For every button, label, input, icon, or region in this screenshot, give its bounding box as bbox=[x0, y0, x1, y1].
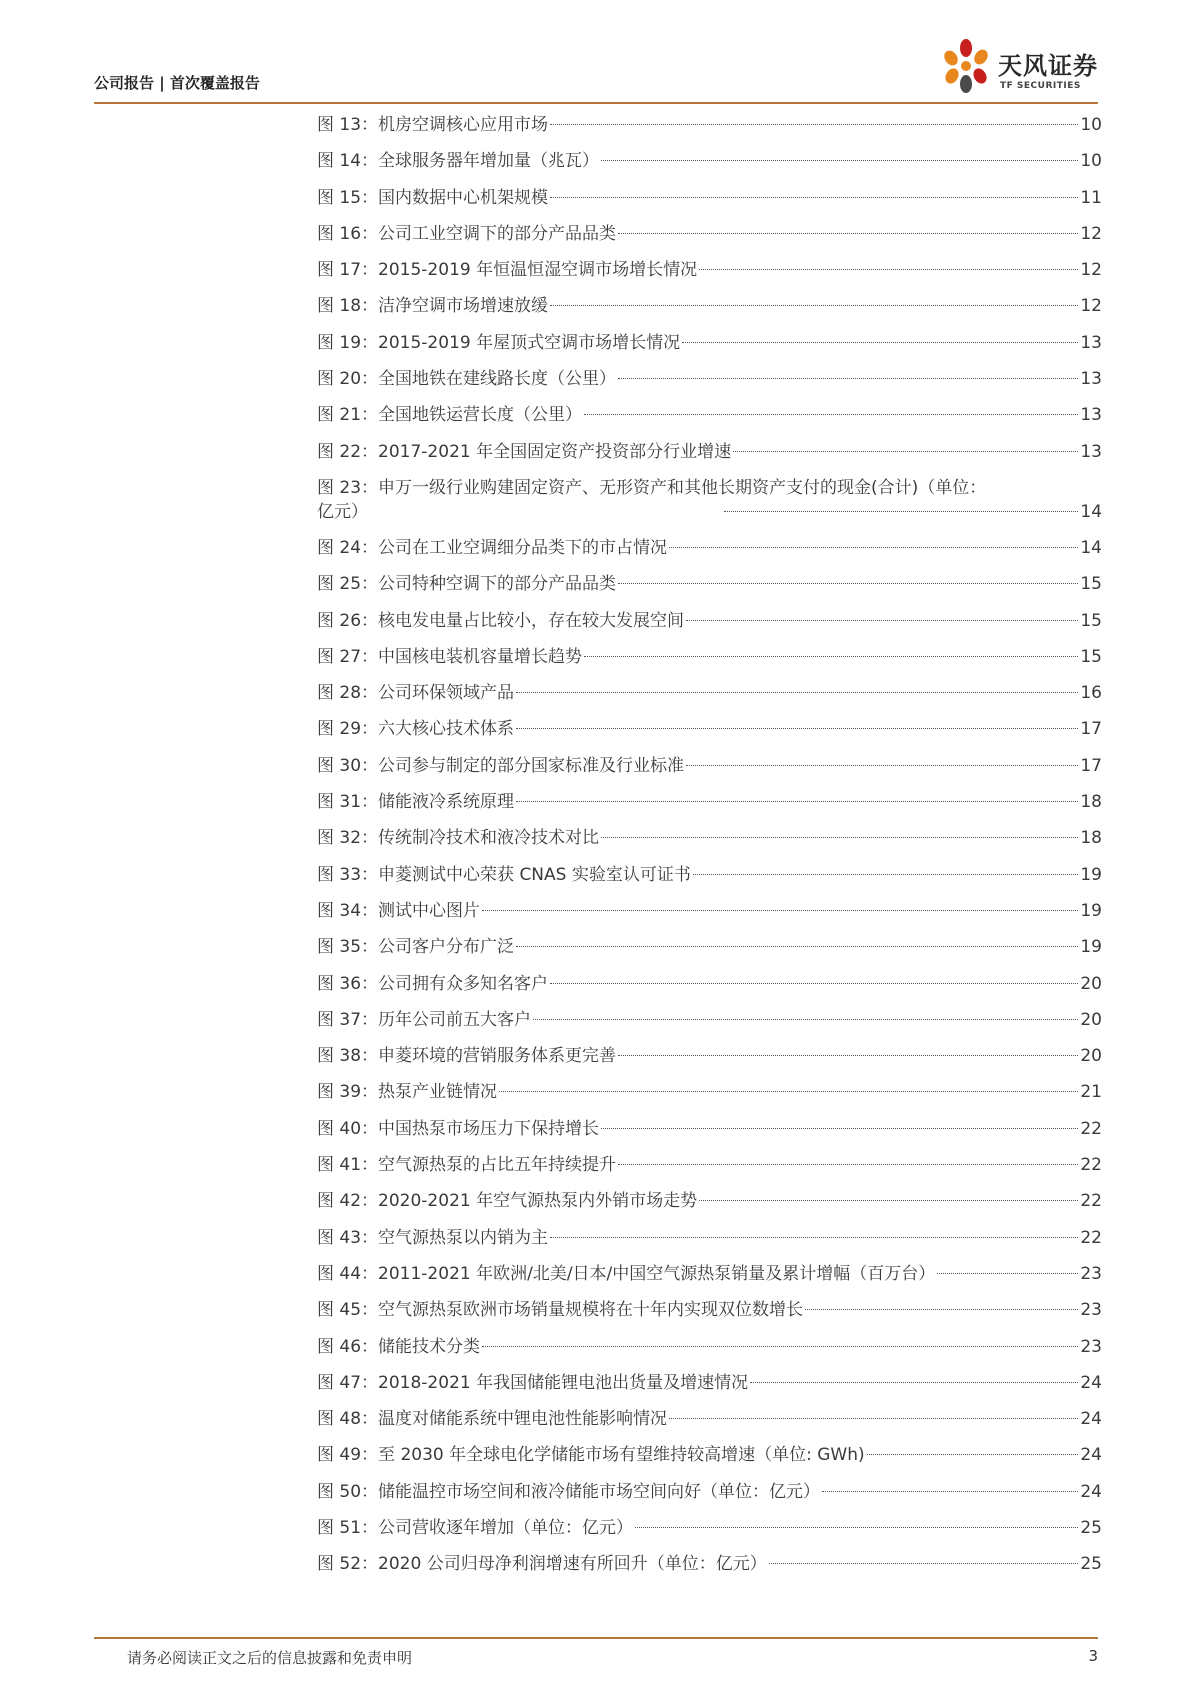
toc-leader-dots bbox=[733, 451, 1078, 452]
toc-entry-title: 图 49：至 2030 年全球电化学储能市场有望维持较高增速（单位: GWh) bbox=[317, 1445, 865, 1466]
toc-page-number: 22 bbox=[1080, 1118, 1102, 1139]
toc-page-number: 15 bbox=[1080, 610, 1102, 631]
toc-entry[interactable] bbox=[317, 1298, 1102, 1334]
toc-leader-dots bbox=[601, 160, 1078, 161]
toc-page-number: 24 bbox=[1080, 1481, 1102, 1502]
toc-entry-title: 图 36：公司拥有众多知名客户 bbox=[317, 973, 549, 994]
toc-leader-dots bbox=[550, 1237, 1078, 1238]
toc-entry-title: 图 13：机房空调核心应用市场 bbox=[317, 115, 549, 135]
toc-entry-title: 图 19：2015-2019 年屋顶式空调市场增长情况 bbox=[317, 332, 681, 353]
brand-name-cn: 天风证券 bbox=[998, 52, 1098, 80]
toc-leader-dots bbox=[618, 378, 1078, 379]
toc-entry-title: 图 43：空气源热泵以内销为主 bbox=[317, 1227, 549, 1248]
toc-leader-dots bbox=[724, 511, 1078, 512]
toc-leader-dots bbox=[937, 1273, 1078, 1274]
toc-leader-dots bbox=[769, 1563, 1079, 1564]
toc-entry[interactable] bbox=[317, 609, 1102, 645]
toc-entry-title: 图 33：申菱测试中心荣获 CNAS 实验室认可证书 bbox=[317, 864, 691, 885]
toc-entry[interactable] bbox=[317, 826, 1102, 862]
toc-entry-title: 图 28：公司环保领域产品 bbox=[317, 683, 515, 704]
toc-entry[interactable] bbox=[317, 113, 1102, 149]
toc-leader-dots bbox=[533, 1019, 1078, 1020]
toc-entry-title: 图 48：温度对储能系统中锂电池性能影响情况 bbox=[317, 1409, 668, 1430]
toc-entry[interactable] bbox=[317, 403, 1102, 439]
toc-entry-title: 图 44：2011-2021 年欧洲/北美/日本/中国空气源热泵销量及累计增幅（百万台） bbox=[317, 1263, 936, 1284]
toc-page-number: 17 bbox=[1080, 755, 1102, 776]
toc-entry-title: 图 42：2020-2021 年空气源热泵内外销市场走势 bbox=[317, 1191, 698, 1212]
toc-leader-dots bbox=[686, 765, 1078, 766]
toc-entry[interactable] bbox=[317, 1335, 1102, 1371]
toc-entry-title: 图 18：洁净空调市场增速放缓 bbox=[317, 296, 549, 317]
toc-page-number: 13 bbox=[1080, 405, 1102, 426]
toc-entry[interactable] bbox=[317, 1443, 1102, 1479]
toc-entry-title: 图 30：公司参与制定的部分国家标准及行业标准 bbox=[317, 755, 685, 776]
toc-page-number: 16 bbox=[1080, 683, 1102, 704]
toc-entry-title: 图 27：中国核电装机容量增长趋势 bbox=[317, 646, 583, 667]
toc-leader-dots bbox=[618, 583, 1078, 584]
toc-entry[interactable] bbox=[317, 1153, 1102, 1189]
toc-leader-dots bbox=[618, 1164, 1078, 1165]
toc-page-number: 13 bbox=[1080, 441, 1102, 462]
toc-entry[interactable] bbox=[317, 681, 1102, 717]
toc-page-number: 25 bbox=[1080, 1517, 1102, 1538]
toc-entry-title: 图 20：全国地铁在建线路长度（公里） bbox=[317, 369, 617, 390]
report-type-header: 公司报告 | 首次覆盖报告 bbox=[94, 74, 260, 92]
toc-page-number: 10 bbox=[1080, 151, 1102, 172]
toc-entry[interactable] bbox=[317, 790, 1102, 826]
footer-divider bbox=[94, 1637, 1098, 1639]
toc-entry[interactable] bbox=[317, 536, 1102, 572]
toc-entry[interactable] bbox=[317, 476, 1102, 536]
toc-entry-title: 图 51：公司营收逐年增加（单位：亿元） bbox=[317, 1517, 634, 1538]
toc-leader-dots bbox=[550, 983, 1078, 984]
toc-leader-dots bbox=[516, 801, 1078, 802]
brand-flower-icon bbox=[940, 38, 996, 98]
toc-page-number: 22 bbox=[1080, 1155, 1102, 1176]
toc-entry-title: 图 17：2015-2019 年恒温恒湿空调市场增长情况 bbox=[317, 260, 698, 281]
toc-page-number: 14 bbox=[1080, 501, 1103, 522]
toc-leader-dots bbox=[699, 1200, 1078, 1201]
toc-page-number: 20 bbox=[1080, 973, 1102, 994]
toc-entry[interactable] bbox=[317, 258, 1102, 294]
toc-entry-title: 图 41：空气源热泵的占比五年持续提升 bbox=[317, 1155, 617, 1176]
toc-leader-dots bbox=[550, 124, 1078, 125]
toc-leader-dots bbox=[550, 197, 1078, 198]
toc-page-number: 17 bbox=[1080, 719, 1102, 740]
toc-entry-title: 图 25：公司特种空调下的部分产品品类 bbox=[317, 574, 617, 595]
toc-entry-title: 图 32：传统制冷技术和液冷技术对比 bbox=[317, 828, 600, 849]
toc-leader-dots bbox=[601, 1128, 1078, 1129]
toc-entry[interactable] bbox=[317, 222, 1102, 258]
toc-entry-title: 图 31：储能液冷系统原理 bbox=[317, 792, 515, 813]
toc-entry-title: 图 14：全球服务器年增加量（兆瓦） bbox=[317, 151, 600, 172]
toc-page-number: 13 bbox=[1080, 332, 1102, 353]
toc-entry-title: 图 22：2017-2021 年全国固定资产投资部分行业增速 bbox=[317, 441, 732, 462]
toc-entry-title: 图 40：中国热泵市场压力下保持增长 bbox=[317, 1118, 600, 1139]
toc-leader-dots bbox=[686, 620, 1078, 621]
toc-leader-dots bbox=[499, 1091, 1078, 1092]
toc-page-number: 12 bbox=[1080, 260, 1102, 281]
toc-entry[interactable] bbox=[317, 1262, 1102, 1298]
toc-page-number: 15 bbox=[1080, 646, 1102, 667]
toc-leader-dots bbox=[482, 910, 1078, 911]
toc-entry[interactable] bbox=[317, 972, 1102, 1008]
toc-leader-dots bbox=[584, 414, 1078, 415]
toc-leader-dots bbox=[635, 1527, 1078, 1528]
toc-leader-dots bbox=[618, 233, 1078, 234]
toc-page-number: 23 bbox=[1080, 1336, 1102, 1357]
toc-entry-title: 图 23：申万一级行业购建固定资产、无形资产和其他长期资产支付的现金(合计)（单位： bbox=[317, 477, 987, 498]
toc-page-number: 15 bbox=[1080, 574, 1102, 595]
toc-entry-title: 图 15：国内数据中心机架规模 bbox=[317, 187, 549, 208]
toc-entry[interactable] bbox=[317, 863, 1102, 899]
toc-entry-title: 图 34：测试中心图片 bbox=[317, 900, 481, 921]
toc-entry-title: 图 45：空气源热泵欧洲市场销量规模将在十年内实现双位数增长 bbox=[317, 1300, 804, 1321]
toc-page-number: 13 bbox=[1080, 369, 1102, 390]
toc-page-number: 22 bbox=[1080, 1191, 1102, 1212]
toc-entry[interactable] bbox=[317, 1008, 1102, 1044]
toc-leader-dots bbox=[516, 728, 1078, 729]
toc-page-number: 23 bbox=[1080, 1300, 1102, 1321]
toc-leader-dots bbox=[682, 342, 1078, 343]
toc-leader-dots bbox=[618, 1055, 1078, 1056]
toc-entry-title: 图 39：热泵产业链情况 bbox=[317, 1082, 498, 1103]
toc-leader-dots bbox=[822, 1491, 1078, 1492]
toc-entry[interactable] bbox=[317, 1407, 1102, 1443]
toc-entry-title: 图 16：公司工业空调下的部分产品品类 bbox=[317, 223, 617, 244]
toc-leader-dots bbox=[693, 874, 1079, 875]
page-number: 3 bbox=[1088, 1647, 1098, 1665]
toc-entry[interactable] bbox=[317, 331, 1102, 367]
toc-entry-title: 图 24：公司在工业空调细分品类下的市占情况 bbox=[317, 537, 668, 558]
toc-entry[interactable] bbox=[317, 1044, 1102, 1080]
toc-entry-title: 图 26：核电发电量占比较小，存在较大发展空间 bbox=[317, 610, 685, 631]
toc-entry-title-continued: 亿元） bbox=[317, 501, 368, 522]
toc-page-number: 19 bbox=[1080, 900, 1102, 921]
toc-entry[interactable] bbox=[317, 1371, 1102, 1407]
toc-page-number: 19 bbox=[1080, 864, 1102, 885]
figure-index bbox=[317, 113, 1102, 1589]
toc-entry[interactable] bbox=[317, 935, 1102, 971]
toc-page-number: 24 bbox=[1080, 1372, 1102, 1393]
toc-entry-title: 图 29：六大核心技术体系 bbox=[317, 719, 515, 740]
toc-entry[interactable] bbox=[317, 717, 1102, 753]
toc-entry-title: 图 35：公司客户分布广泛 bbox=[317, 937, 515, 958]
toc-page-number: 24 bbox=[1080, 1409, 1102, 1430]
toc-leader-dots bbox=[750, 1382, 1078, 1383]
toc-page-number: 25 bbox=[1080, 1554, 1102, 1575]
toc-leader-dots bbox=[669, 547, 1078, 548]
toc-entry[interactable] bbox=[317, 1226, 1102, 1262]
toc-leader-dots bbox=[669, 1418, 1078, 1419]
toc-entry[interactable] bbox=[317, 1480, 1102, 1516]
toc-page-number: 11 bbox=[1080, 187, 1102, 208]
toc-entry[interactable] bbox=[317, 294, 1102, 330]
toc-page-number: 18 bbox=[1080, 792, 1102, 813]
toc-page-number: 12 bbox=[1080, 296, 1102, 317]
toc-page-number: 20 bbox=[1080, 1046, 1102, 1067]
toc-leader-dots bbox=[516, 946, 1078, 947]
toc-entry[interactable] bbox=[317, 1189, 1102, 1225]
toc-entry-title: 图 52：2020 公司归母净利润增速有所回升（单位：亿元） bbox=[317, 1554, 767, 1575]
toc-leader-dots bbox=[550, 305, 1078, 306]
toc-leader-dots bbox=[482, 1346, 1078, 1347]
toc-entry[interactable] bbox=[317, 899, 1102, 935]
brand-name-en: TF SECURITIES bbox=[1000, 81, 1081, 91]
toc-leader-dots bbox=[867, 1454, 1079, 1455]
toc-entry-title: 图 50：储能温控市场空间和液冷储能市场空间向好（单位：亿元） bbox=[317, 1481, 821, 1502]
header-divider bbox=[94, 102, 1098, 104]
toc-entry[interactable] bbox=[317, 149, 1102, 185]
toc-page-number: 23 bbox=[1080, 1263, 1102, 1284]
toc-page-number: 18 bbox=[1080, 828, 1102, 849]
toc-entry[interactable] bbox=[317, 1516, 1102, 1552]
toc-entry[interactable] bbox=[317, 754, 1102, 790]
toc-entry-title: 图 21：全国地铁运营长度（公里） bbox=[317, 405, 583, 426]
toc-page-number: 21 bbox=[1080, 1082, 1102, 1103]
toc-leader-dots bbox=[516, 692, 1078, 693]
toc-page-number: 14 bbox=[1080, 537, 1102, 558]
toc-page-number: 19 bbox=[1080, 937, 1102, 958]
toc-entry[interactable] bbox=[317, 440, 1102, 476]
toc-entry-title: 图 47：2018-2021 年我国储能锂电池出货量及增速情况 bbox=[317, 1372, 749, 1393]
toc-entry[interactable] bbox=[317, 645, 1102, 681]
toc-page-number: 24 bbox=[1080, 1445, 1102, 1466]
toc-entry[interactable] bbox=[317, 1552, 1102, 1588]
toc-entry[interactable] bbox=[317, 1117, 1102, 1153]
toc-entry[interactable] bbox=[317, 572, 1102, 608]
toc-leader-dots bbox=[584, 656, 1078, 657]
toc-page-number: 22 bbox=[1080, 1227, 1102, 1248]
toc-entry-title: 图 38：申菱环境的营销服务体系更完善 bbox=[317, 1046, 617, 1067]
brand-logo bbox=[940, 38, 1115, 104]
toc-page-number: 12 bbox=[1080, 223, 1102, 244]
toc-leader-dots bbox=[805, 1309, 1078, 1310]
toc-leader-dots bbox=[601, 837, 1078, 838]
footer-disclaimer: 请务必阅读正文之后的信息披露和免责申明 bbox=[127, 1649, 413, 1667]
toc-page-number: 10 bbox=[1080, 115, 1102, 135]
toc-entry[interactable] bbox=[317, 367, 1102, 403]
toc-entry-title: 图 37：历年公司前五大客户 bbox=[317, 1009, 532, 1030]
toc-page-number: 20 bbox=[1080, 1009, 1102, 1030]
toc-entry-title: 图 46：储能技术分类 bbox=[317, 1336, 481, 1357]
toc-leader-dots bbox=[699, 269, 1078, 270]
toc-entry[interactable] bbox=[317, 1080, 1102, 1116]
toc-entry[interactable] bbox=[317, 186, 1102, 222]
